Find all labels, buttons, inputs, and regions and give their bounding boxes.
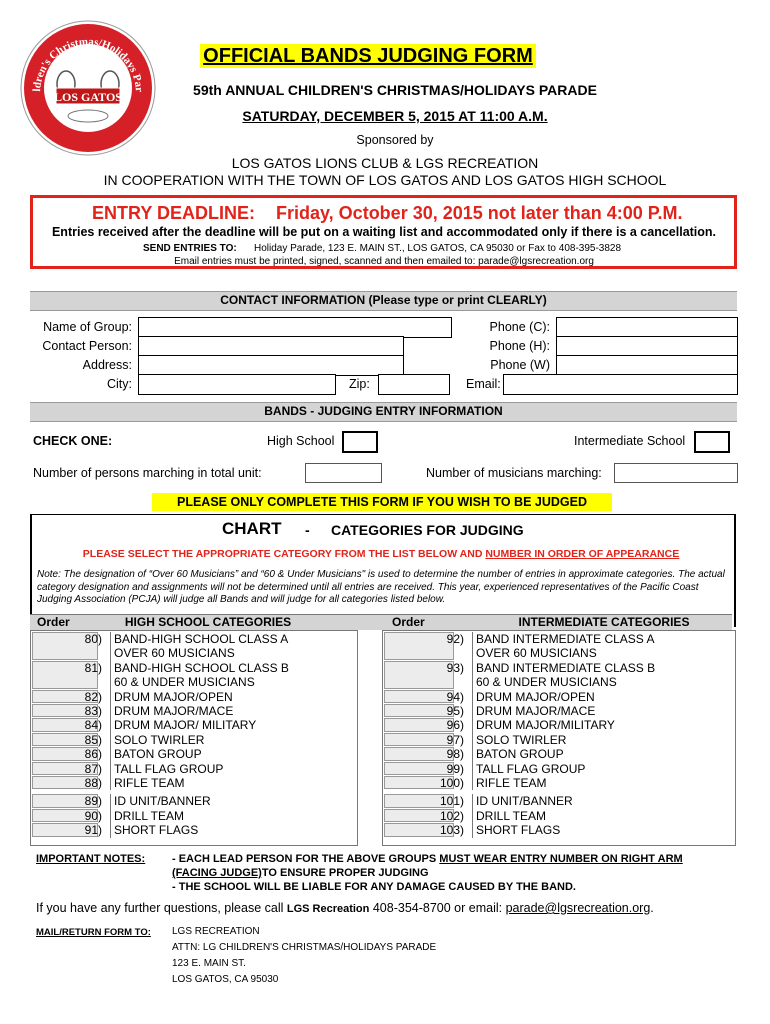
int-categories-header: INTERMEDIATE CATEGORIES <box>518 615 690 629</box>
check-one-label: CHECK ONE: <box>33 434 113 448</box>
intermediate-checkbox[interactable] <box>694 431 730 453</box>
hs-categories-header: HIGH SCHOOL CATEGORIES <box>124 615 292 629</box>
parade-logo <box>18 18 158 158</box>
city-label: City: <box>107 377 132 391</box>
hs-row-divider <box>110 747 111 761</box>
int-row-divider <box>472 794 473 808</box>
int-category-label: 60 & UNDER MUSICIANS <box>476 675 617 690</box>
int-category-label: SOLO TWIRLER <box>476 732 567 747</box>
hs-category-number: 88) <box>84 776 102 790</box>
hs-category-number: 87) <box>84 761 102 776</box>
chart-title: CHART <box>222 519 282 538</box>
hs-category-label: TALL FLAG GROUP <box>114 761 224 776</box>
int-row-divider <box>472 661 473 690</box>
hs-category-number: 85) <box>84 732 102 747</box>
int-category-label: BAND INTERMEDIATE CLASS A <box>476 632 655 646</box>
int-category-number: 99) <box>446 761 464 776</box>
notes-line-2 <box>172 867 429 879</box>
questions-b: LGS Recreation <box>286 903 370 915</box>
cooperation: IN COOPERATION WITH THE TOWN OF LOS GATOS AND LOS GATOS HIGH SCHOOL <box>103 172 667 188</box>
hs-category-label: BATON GROUP <box>114 747 202 762</box>
email-label: Email: <box>466 377 501 391</box>
int-category-number: 100) <box>439 776 464 790</box>
questions-c: 408-354-8700 or email: <box>369 901 506 915</box>
int-category-label: SHORT FLAGS <box>476 823 561 838</box>
musicians-field[interactable] <box>614 463 738 483</box>
phone-w-field[interactable] <box>556 355 738 376</box>
hs-category-label: SHORT FLAGS <box>114 823 199 838</box>
phone-c-label: Phone (C): <box>489 320 550 334</box>
int-row-divider <box>472 823 473 837</box>
phone-h-field[interactable] <box>556 336 738 357</box>
phone-c-field[interactable] <box>556 317 738 338</box>
phone-h-label: Phone (H): <box>489 339 550 353</box>
questions-line <box>36 901 654 915</box>
hs-category-number: 83) <box>84 704 102 718</box>
mail-line-2: ATTN: LG CHILDREN'S CHRISTMAS/HOLIDAYS PARADE <box>172 942 437 953</box>
categories-title: CATEGORIES FOR JUDGING <box>331 522 524 538</box>
address-field[interactable] <box>138 355 404 376</box>
form-title <box>200 44 536 68</box>
form-title-text: OFFICIAL BANDS JUDGING FORM <box>203 45 533 67</box>
intermediate-label: Intermediate School <box>574 434 686 448</box>
int-category-label: BATON GROUP <box>476 747 564 762</box>
hs-row-divider <box>110 718 111 732</box>
hs-row-divider <box>110 704 111 718</box>
hs-row-divider <box>110 733 111 747</box>
int-category-label: DRUM MAJOR/MILITARY <box>476 718 615 733</box>
int-row-divider <box>472 762 473 776</box>
sponsored-by: Sponsored by <box>356 133 434 147</box>
send-value: Holiday Parade, 123 E. MAIN ST., LOS GATOS, CA 95030 or Fax to 408-395-3828 <box>254 243 622 254</box>
int-row-divider <box>472 809 473 823</box>
hs-category-label: DRILL TEAM <box>114 808 185 823</box>
chart-dash: - <box>305 522 310 538</box>
hs-category-label: RIFLE TEAM <box>114 776 185 790</box>
int-category-label: DRILL TEAM <box>476 808 547 823</box>
int-order-header: Order <box>392 615 425 629</box>
please-only-banner <box>152 493 612 511</box>
int-category-label: RIFLE TEAM <box>476 776 547 790</box>
hs-category-number: 82) <box>84 689 102 704</box>
contact-header: CONTACT INFORMATION (Please type or print CLEARLY) <box>220 293 547 307</box>
zip-field[interactable] <box>378 374 450 395</box>
notes-line-2-b: TO ENSURE PROPER JUDGING <box>261 867 429 879</box>
contact-person-label: Contact Person: <box>42 339 132 353</box>
email-note: Email entries must be printed, signed, scanned and then emailed to: parade@lgsrecreation.org <box>174 256 594 267</box>
int-category-number: 98) <box>446 747 464 762</box>
hs-category-number: 80) <box>84 632 102 646</box>
int-category-number: 92) <box>446 632 464 646</box>
city-field[interactable] <box>138 374 336 395</box>
int-category-label: BAND INTERMEDIATE CLASS B <box>476 660 656 675</box>
hs-row-divider <box>110 794 111 808</box>
mail-line-1: LGS RECREATION <box>172 926 260 937</box>
hs-row-divider <box>110 823 111 837</box>
notes-line-1-a: - EACH LEAD PERSON FOR THE ABOVE GROUPS <box>172 853 440 865</box>
int-category-number: 101) <box>439 794 464 809</box>
hs-row-divider <box>110 809 111 823</box>
hs-category-number: 89) <box>84 794 102 809</box>
email-field[interactable] <box>503 374 738 395</box>
hs-category-number: 84) <box>84 718 102 733</box>
hs-category-label: DRUM MAJOR/ MILITARY <box>114 718 257 733</box>
hs-category-number: 91) <box>84 823 102 838</box>
zip-label: Zip: <box>349 377 370 391</box>
hs-row-divider <box>110 632 111 661</box>
int-row-divider <box>472 690 473 704</box>
hs-category-number: 90) <box>84 808 102 823</box>
notes-line-1 <box>172 853 683 865</box>
hs-category-label: ID UNIT/BANNER <box>114 794 211 809</box>
select-note-b: NUMBER IN ORDER OF APPEARANCE <box>485 548 680 560</box>
please-only-text: PLEASE ONLY COMPLETE THIS FORM IF YOU WISH TO BE JUDGED <box>176 495 587 509</box>
int-category-number: 93) <box>446 660 464 675</box>
hs-row-divider <box>110 776 111 790</box>
logo-arc-text: ldren's Christmas/Holidays Par <box>31 35 146 93</box>
select-note-a: PLEASE SELECT THE APPROPRIATE CATEGORY FROM THE LIST BELOW AND <box>82 548 486 560</box>
persons-total-label: Number of persons marching in total unit: <box>33 466 262 480</box>
name-of-group-label: Name of Group: <box>43 320 132 334</box>
send-label: SEND ENTRIES TO: <box>143 243 237 254</box>
int-category-number: 96) <box>446 718 464 733</box>
int-row-divider <box>472 733 473 747</box>
questions-email-link[interactable]: parade@lgsrecreation.org <box>505 901 651 915</box>
int-category-label: DRUM MAJOR/MACE <box>476 704 596 718</box>
int-category-number: 94) <box>446 689 464 704</box>
int-row-divider <box>472 704 473 718</box>
questions-e: . <box>650 901 654 915</box>
parade-subtitle: 59th ANNUAL CHILDREN'S CHRISTMAS/HOLIDAYS PARADE <box>193 82 597 98</box>
hs-category-number: 81) <box>84 660 102 675</box>
int-category-label: ID UNIT/BANNER <box>476 794 573 809</box>
address-label: Address: <box>82 358 132 372</box>
int-category-label: OVER 60 MUSICIANS <box>476 646 597 661</box>
name-of-group-field[interactable] <box>138 317 452 338</box>
waitlist-note: Entries received after the deadline will be put on a waiting list and accommodated only if there is a cancellation. <box>51 225 717 239</box>
hs-category-label: BAND-HIGH SCHOOL CLASS A <box>114 632 289 646</box>
contact-person-field[interactable] <box>138 336 404 357</box>
notes-line-3: - THE SCHOOL WILL BE LIABLE FOR ANY DAMAGE CAUSED BY THE BAND. <box>172 881 576 893</box>
hs-category-label: DRUM MAJOR/MACE <box>114 704 234 718</box>
high-school-label: High School <box>267 434 335 448</box>
int-category-number: 97) <box>446 732 464 747</box>
select-note <box>32 548 730 560</box>
high-school-checkbox[interactable] <box>342 431 378 453</box>
important-notes-label: IMPORTANT NOTES: <box>36 853 146 865</box>
hs-category-label: BAND-HIGH SCHOOL CLASS B <box>114 660 289 675</box>
hs-category-label: 60 & UNDER MUSICIANS <box>114 675 255 690</box>
mail-line-3: 123 E. MAIN ST. <box>172 958 246 969</box>
persons-total-field[interactable] <box>305 463 382 483</box>
hs-category-label: SOLO TWIRLER <box>114 732 205 747</box>
hs-row-divider <box>110 661 111 690</box>
int-row-divider <box>472 632 473 661</box>
int-category-number: 95) <box>446 704 464 718</box>
int-row-divider <box>472 747 473 761</box>
mail-label: MAIL/RETURN FORM TO: <box>36 927 151 938</box>
questions-a: If you have any further questions, please call <box>36 901 287 915</box>
notes-line-1-b: MUST WEAR ENTRY NUMBER ON RIGHT ARM <box>439 853 683 865</box>
int-category-label: DRUM MAJOR/OPEN <box>476 689 595 704</box>
hs-category-label: DRUM MAJOR/OPEN <box>114 689 233 704</box>
phone-w-label: Phone (W) <box>490 358 550 372</box>
hs-category-number: 86) <box>84 747 102 762</box>
mail-line-4: LOS GATOS, CA 95030 <box>172 974 279 985</box>
pcja-note: Note: The designation of “Over 60 Musicians” and “60 & Under Musicians" is used to determine the number of entries in approximate categories. The actual category designation and assignments will not be determined until all entries are received. This year, experienced representatives of the Pacific Coast Judging Association (PCJA) will judge all Bands and will judge for all categories listed below. <box>37 569 725 605</box>
sponsors: LOS GATOS LIONS CLUB & LGS RECREATION <box>231 155 539 171</box>
hs-row-divider <box>110 762 111 776</box>
logo-center-text: LOS GATOS <box>54 90 122 104</box>
hs-order-header: Order <box>37 615 70 629</box>
deadline-label: ENTRY DEADLINE: <box>92 203 256 223</box>
int-category-number: 103) <box>439 823 464 838</box>
musicians-label: Number of musicians marching: <box>426 466 602 480</box>
hs-category-label: OVER 60 MUSICIANS <box>114 646 235 661</box>
int-category-label: TALL FLAG GROUP <box>476 761 586 776</box>
int-category-number: 102) <box>439 808 464 823</box>
parade-date: SATURDAY, DECEMBER 5, 2015 AT 11:00 A.M. <box>242 108 548 124</box>
hs-row-divider <box>110 690 111 704</box>
int-row-divider <box>472 776 473 790</box>
bands-header: BANDS - JUDGING ENTRY INFORMATION <box>264 404 503 418</box>
deadline-value: Friday, October 30, 2015 not later than 4:00 P.M. <box>276 203 683 223</box>
notes-line-2-a: (FACING JUDGE) <box>172 867 262 879</box>
int-row-divider <box>472 718 473 732</box>
